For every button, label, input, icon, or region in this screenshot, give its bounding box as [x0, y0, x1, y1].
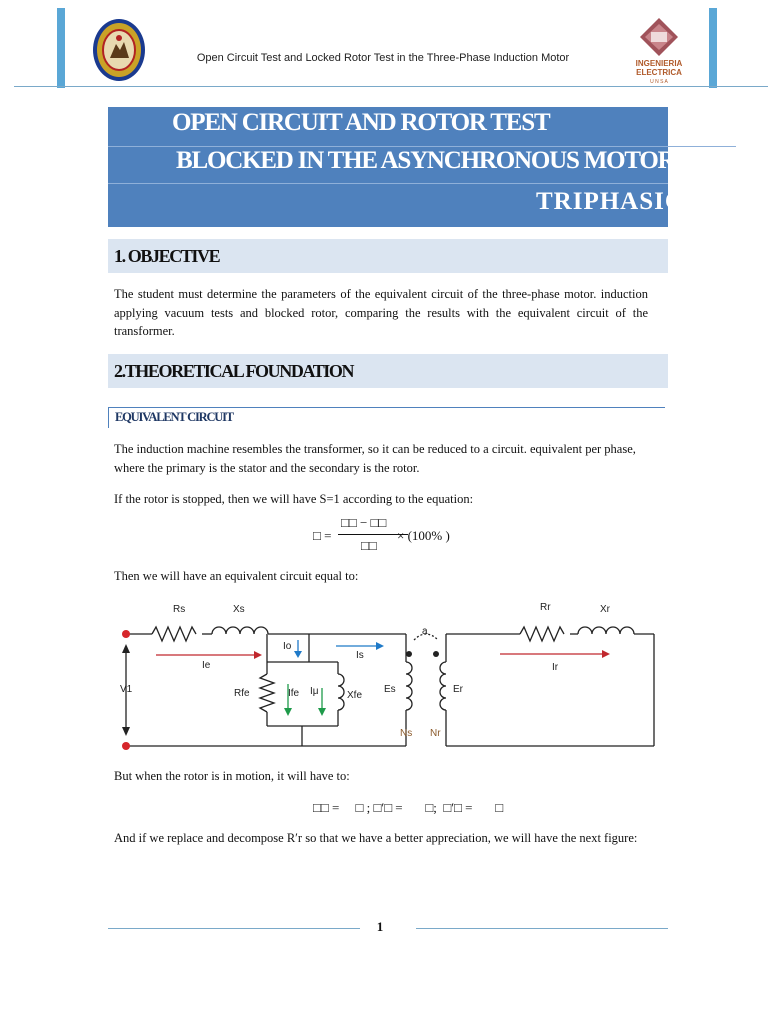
- xr-inductor: [578, 627, 634, 634]
- label-imu: Iμ: [310, 686, 319, 697]
- io-arrow: [294, 640, 302, 658]
- label-v1: V1: [120, 684, 133, 695]
- subheading-equivalent-circuit: [108, 407, 665, 428]
- header-divider: [14, 86, 768, 87]
- primary-dot: [406, 651, 412, 657]
- title-line-3: TRIPHASIC: [536, 188, 684, 215]
- xfe-inductor: [338, 674, 344, 710]
- equivalent-circuit-diagram: [116, 596, 662, 756]
- secondary-winding: [440, 662, 446, 710]
- rfe-resistor: [260, 674, 274, 712]
- equation-numerator: □□ − □□: [341, 515, 387, 530]
- objective-paragraph: The student must determine the parameters of the equivalent circuit of the three-phase motor. induction applying vacuum tests and blocked rotor, comparing the results with the equivalent circuit of the transformer.: [114, 287, 648, 338]
- label-xs: Xs: [233, 604, 245, 615]
- objective-heading-text: 1. OBJECTIVE: [114, 246, 220, 266]
- v1-arrow-up: [122, 644, 130, 653]
- label-er: Er: [453, 684, 463, 695]
- title-line-3-container: [108, 183, 684, 228]
- rr-resistor: [520, 627, 564, 641]
- title-line-2: BLOCKED IN THE ASYNCHRONOUS MOTOR: [108, 146, 736, 185]
- label-ife: Ife: [288, 688, 300, 699]
- logo-text-line1: INGENIERIA: [635, 59, 683, 68]
- label-rr: Rr: [540, 602, 551, 613]
- input-terminal-bottom: [122, 742, 130, 750]
- v1-arrow-down: [122, 727, 130, 736]
- label-io: Io: [283, 641, 292, 652]
- equation-denominator: □□: [361, 538, 377, 553]
- footer-divider-right: [416, 928, 668, 929]
- input-terminal-top: [122, 630, 130, 638]
- xs-inductor: [212, 627, 268, 634]
- transformer-paragraph: The induction machine resembles the transformer, so it can be reduced to a circuit. equivalent per phase, where the primary is the stator and the secondary is the rotor.: [114, 442, 636, 475]
- label-es: Es: [384, 684, 396, 695]
- replace-decompose-paragraph: And if we replace and decompose R′r so that we have a better appreciation, we will have the next figure:: [114, 831, 638, 845]
- label-rs: Rs: [173, 604, 186, 615]
- header-right-accent-bar: [709, 8, 717, 88]
- equivalent-circuit-intro: Then we will have an equivalent circuit equal to:: [114, 569, 359, 583]
- logo-text-line3: U N S A: [650, 79, 668, 85]
- slip-equation: [313, 515, 473, 555]
- rotor-motion-paragraph: But when the rotor is in motion, it will have to:: [114, 769, 350, 783]
- ie-arrow: [156, 651, 262, 659]
- ir-arrow: [500, 650, 610, 658]
- equivalent-circuit-heading-text: EQUIVALENT CIRCUIT: [115, 410, 233, 424]
- rotor-stopped-paragraph: If the rotor is stopped, then we will have S=1 according to the equation:: [114, 492, 474, 506]
- equation-lhs: □ =: [313, 528, 332, 543]
- header-document-title: Open Circuit Test and Locked Rotor Test in the Three-Phase Induction Motor: [196, 52, 570, 64]
- ingenieria-electrica-logo: [624, 16, 694, 86]
- rs-resistor: [152, 627, 196, 641]
- title-banner: [108, 107, 684, 227]
- label-ns: Ns: [400, 728, 413, 739]
- title-line-1: OPEN CIRCUIT AND ROTOR TEST: [172, 109, 550, 136]
- rotor-motion-formula: □□ = □ ; □′□ = □; □′□ = □: [313, 800, 504, 815]
- label-a: a: [422, 626, 428, 637]
- foundation-heading-text: 2.THEORETICAL FOUNDATION: [114, 361, 354, 381]
- logo-text-line2: ELECTRICA: [636, 68, 682, 77]
- primary-winding: [406, 662, 412, 710]
- footer-divider-left: [108, 928, 360, 929]
- label-xfe: Xfe: [347, 690, 363, 701]
- label-xr: Xr: [600, 604, 610, 615]
- equation-rhs: × (100% ): [397, 528, 450, 543]
- secondary-dot: [433, 651, 439, 657]
- label-ie: Ie: [202, 660, 211, 671]
- label-nr: Nr: [430, 728, 441, 739]
- is-arrow: [336, 642, 384, 650]
- label-is: Is: [356, 650, 364, 661]
- university-seal-logo: [92, 18, 146, 82]
- section-heading-foundation: [108, 354, 668, 388]
- label-ir: Ir: [552, 662, 559, 673]
- page-number: 1: [376, 919, 384, 934]
- section-heading-objective: [108, 239, 668, 273]
- imu-arrow: [318, 688, 326, 716]
- header-left-accent-bar: [57, 8, 65, 88]
- label-rfe: Rfe: [234, 688, 250, 699]
